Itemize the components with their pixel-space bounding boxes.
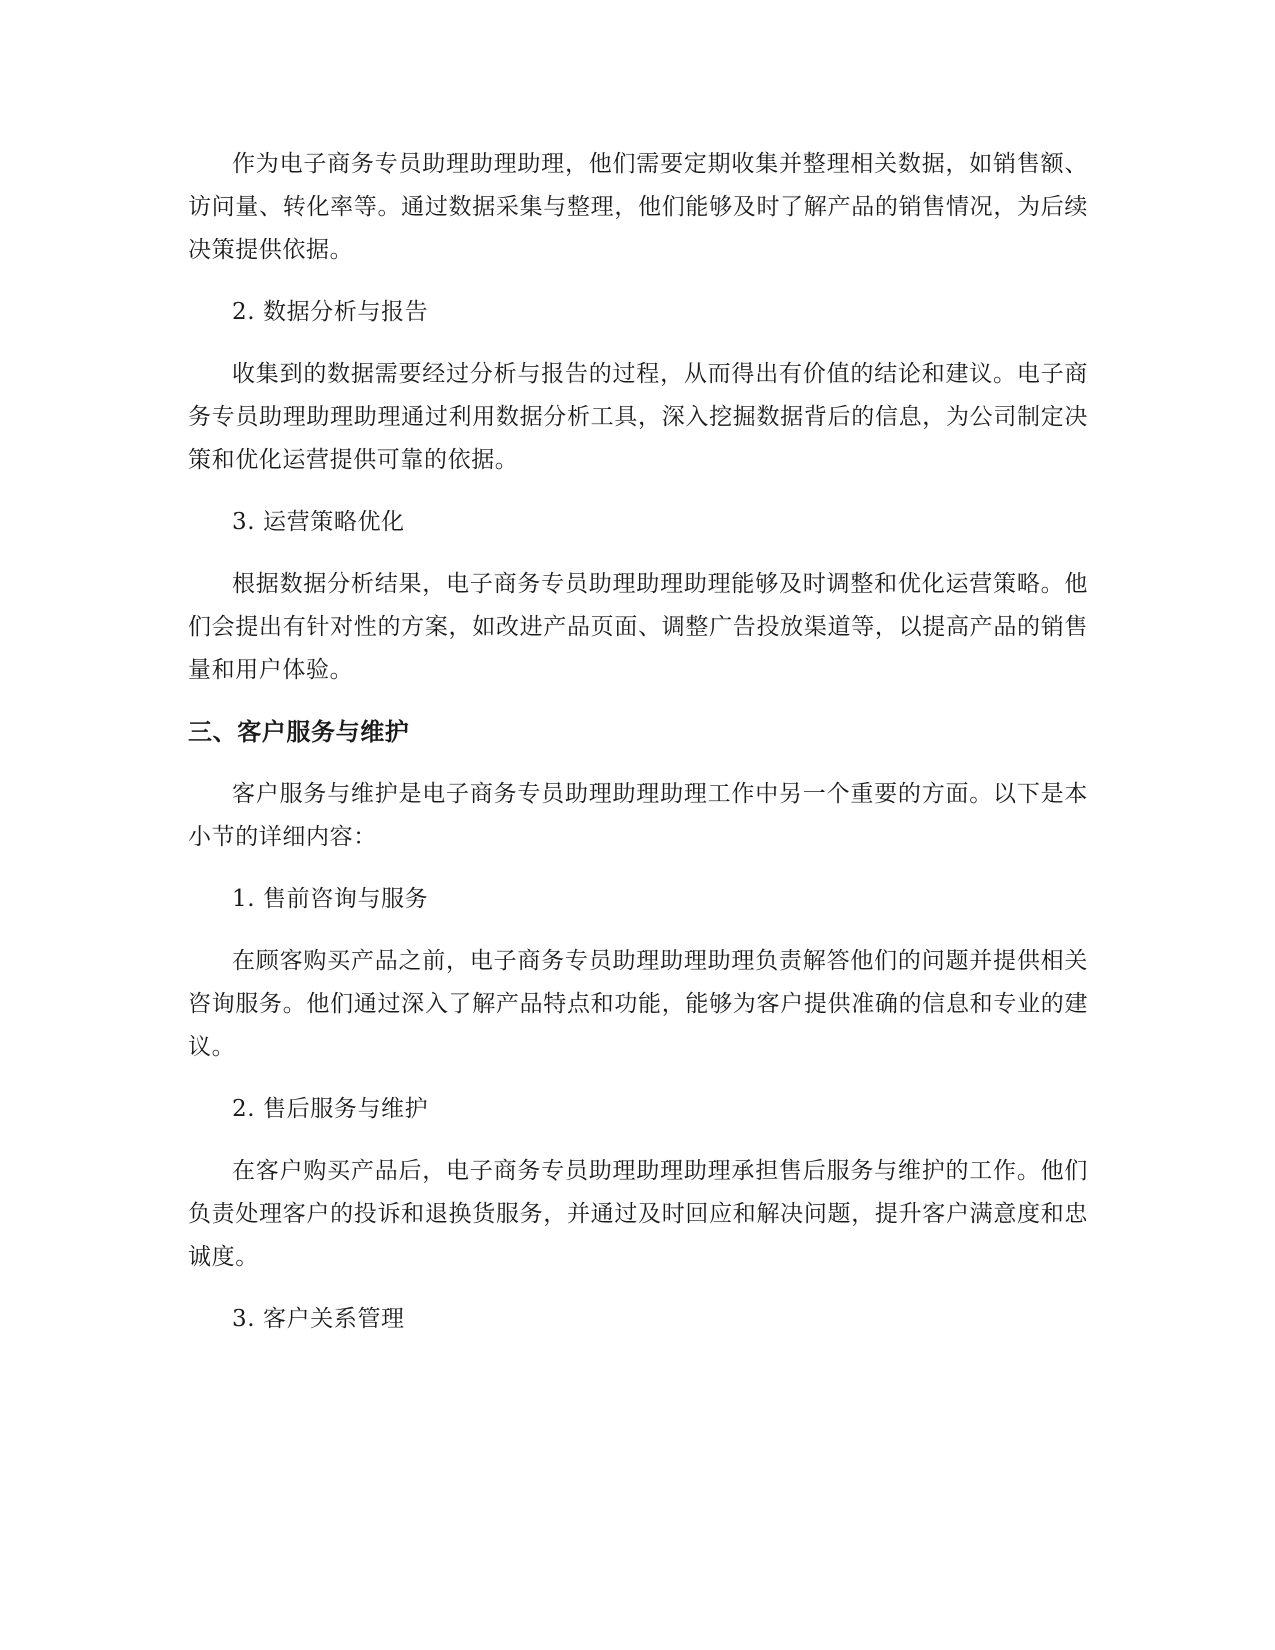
paragraph-aftersales: 在客户购买产品后，电子商务专员助理助理助理承担售后服务与维护的工作。他们负责处理客户的投诉和退换货服务，并通过及时回应和解决问题，提升客户满意度和忠诚度。	[188, 1158, 1088, 1270]
paragraph-data-analysis: 收集到的数据需要经过分析与报告的过程，从而得出有价值的结论和建议。电子商务专员助理助理助理通过利用数据分析工具，深入挖掘数据背后的信息，为公司制定决策和优化运营提供可靠的依据。	[188, 361, 1088, 473]
paragraph-customer-service-intro: 客户服务与维护是电子商务专员助理助理助理工作中另一个重要的方面。以下是本小节的详细内容：	[188, 781, 1088, 850]
paragraph-data-collection: 作为电子商务专员助理助理助理，他们需要定期收集并整理相关数据，如销售额、访问量、转化率等。通过数据采集与整理，他们能够及时了解产品的销售情况，为后续决策提供依据。	[188, 151, 1088, 263]
list-item-presales: 1. 售前咨询与服务	[232, 886, 429, 912]
section-heading-customer-service: 三、客户服务与维护	[188, 718, 410, 746]
paragraph-presales: 在顾客购买产品之前，电子商务专员助理助理助理负责解答他们的问题并提供相关咨询服务。他们通过深入了解产品特点和功能，能够为客户提供准确的信息和专业的建议。	[188, 948, 1088, 1060]
list-item-crm: 3. 客户关系管理	[232, 1306, 405, 1332]
list-item-aftersales: 2. 售后服务与维护	[232, 1096, 429, 1122]
paragraph-operation-strategy: 根据数据分析结果，电子商务专员助理助理助理能够及时调整和优化运营策略。他们会提出有针对性的方案，如改进产品页面、调整广告投放渠道等，以提高产品的销售量和用户体验。	[188, 571, 1088, 683]
document-body	[188, 143, 1088, 1360]
list-item-data-analysis: 2. 数据分析与报告	[232, 299, 429, 325]
list-item-operation-strategy: 3. 运营策略优化	[232, 509, 405, 535]
